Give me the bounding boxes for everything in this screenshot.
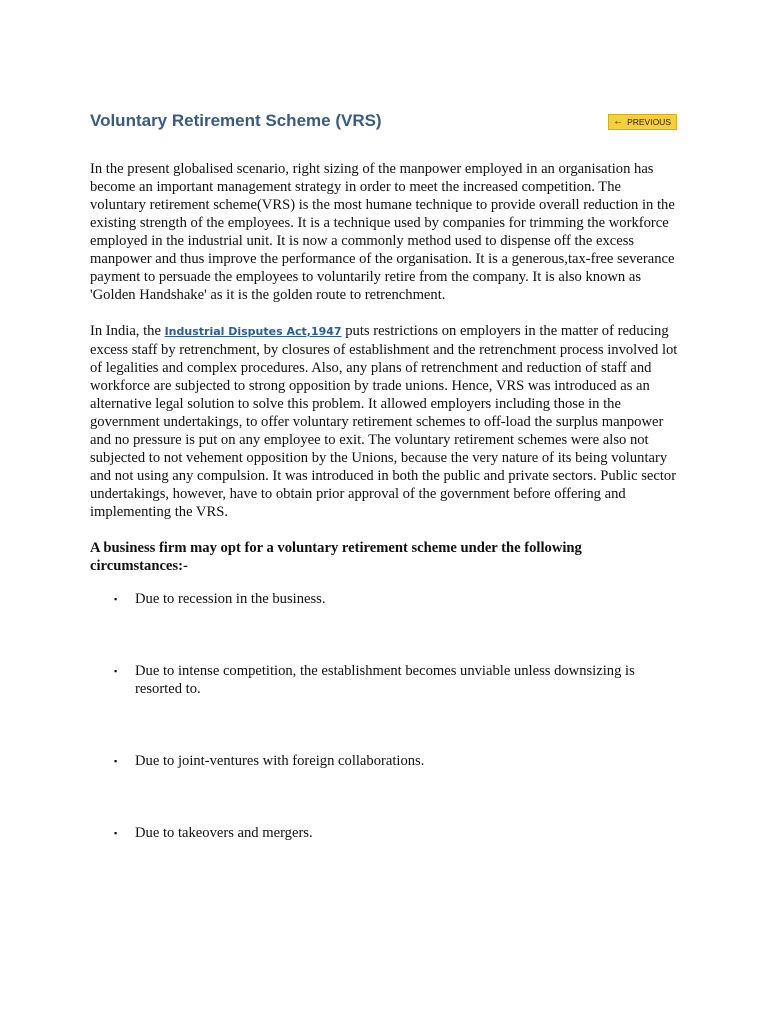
list-item-text: Due to intense competition, the establishment becomes unviable unless downsizing is resorted to. bbox=[135, 663, 635, 697]
circumstances-heading: A business firm may opt for a voluntary retirement scheme under the following circumstances:- bbox=[90, 540, 582, 574]
list-item-text: Due to takeovers and mergers. bbox=[135, 825, 313, 841]
india-paragraph-prefix: In India, the bbox=[90, 323, 165, 339]
bullet-icon: ▪ bbox=[114, 666, 118, 676]
list-item-text: Due to recession in the business. bbox=[135, 591, 326, 607]
previous-button[interactable] bbox=[608, 114, 677, 130]
india-paragraph-rest: puts restrictions on employers in the matter of reducing excess staff by retrenchment, by closures of establishment and the retrenchment process involved lot of legalities and complex procedures. Also, any plans of retrenchment and reduction of staff and workforce are subjected to strong opposition by trade unions. Hence, VRS was introduced as an alternative legal solution to solve this problem. It allowed employers including those in the government undertakings, to offer voluntary retirement schemes to off-load the surplus manpower and no pressure is put on any employee to exit. The voluntary retirement schemes were also not subjected to not vehement opposition by the Unions, because the very nature of its being voluntary and not using any compulsion. It was introduced in both the public and private sectors. Public sector undertakings, however, have to obtain prior approval of the government before offering and implementing the VRS. bbox=[90, 323, 678, 520]
india-paragraph bbox=[90, 322, 680, 521]
bullet-icon: ▪ bbox=[114, 756, 118, 766]
header-row bbox=[90, 110, 680, 136]
industrial-disputes-act-link[interactable]: Industrial Disputes Act,1947 bbox=[164, 325, 342, 338]
bullet-icon: ▪ bbox=[114, 828, 118, 838]
arrow-left-icon: ← bbox=[613, 116, 624, 127]
intro-paragraph: In the present globalised scenario, right sizing of the manpower employed in an organisation has become an important management strategy in order to meet the increased competition. The voluntary retirement scheme(VRS) is the most humane technique to provide overall reduction in the existing strength of the employees. It is a technique used by companies for trimming the workforce employed in the industrial unit. It is now a commonly method used to dispense off the excess manpower and thus improve the performance of the organisation. It is a generous,tax-free severance payment to persuade the employees to voluntarily retire from the company. It is also known as 'Golden Handshake' as it is the golden route to retrenchment. bbox=[90, 161, 675, 303]
article-body bbox=[90, 160, 680, 575]
list-item-text: Due to joint-ventures with foreign collaborations. bbox=[135, 753, 425, 769]
previous-label: PREVIOUS bbox=[627, 117, 671, 127]
page-title: Voluntary Retirement Scheme (VRS) bbox=[90, 111, 382, 130]
bullet-icon: ▪ bbox=[114, 594, 118, 604]
